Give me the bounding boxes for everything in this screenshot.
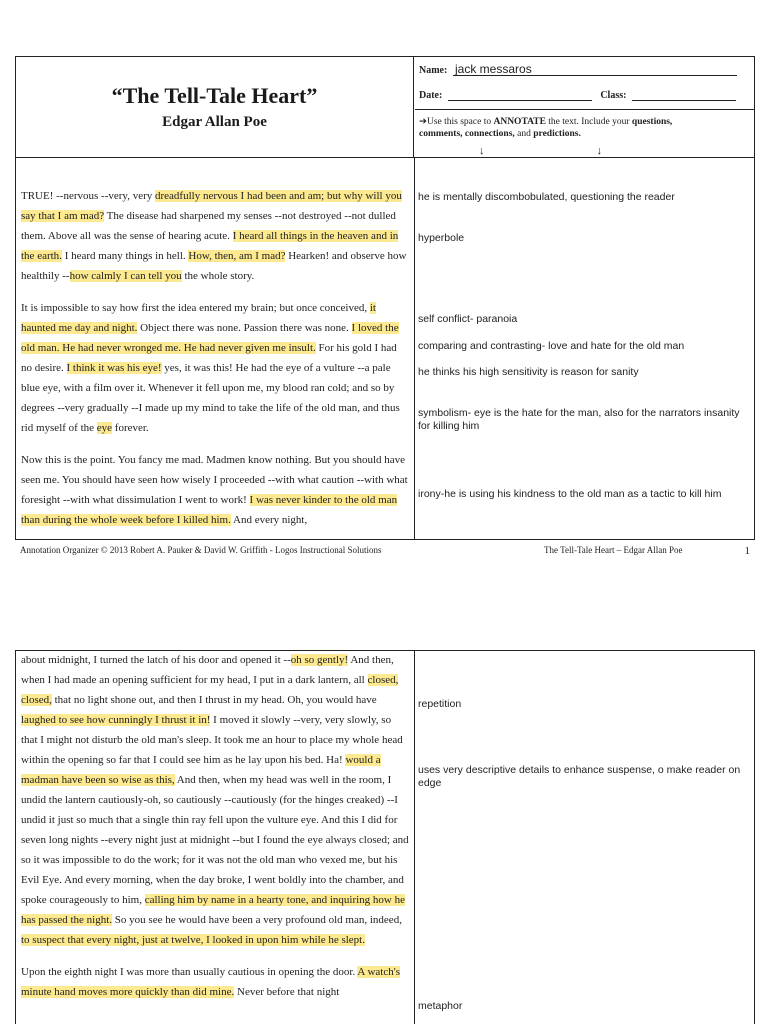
annotation-note: he thinks his high sensitivity is reason for sanity: [418, 366, 639, 378]
highlighted-text: How, then, am I mad?: [188, 250, 286, 262]
story-paragraph: [21, 650, 410, 950]
copyright-text: Annotation Organizer © 2013 Robert A. Pauker & David W. Griffith - Logos Instructional Solutions: [20, 545, 382, 555]
down-arrows: [479, 145, 714, 157]
highlighted-text: I was never kinder to the old man than during the whole week before I killed him.: [21, 494, 398, 526]
name-value: jack messaros: [455, 62, 532, 76]
instruction-text-7: predictions.: [533, 129, 581, 139]
instruction-text-5: comments, connections,: [419, 129, 515, 139]
arrow-down-icon: ↓: [479, 145, 485, 157]
column-divider: [414, 651, 415, 1024]
highlighted-text: to suspect that every night, just at twelve, I looked in upon him while he slept.: [21, 934, 365, 946]
highlighted-text: would a madman have been so wise as this,: [21, 754, 381, 786]
page-1-body: [16, 158, 754, 539]
story-paragraph: [21, 186, 410, 286]
annotation-note: hyperbole: [418, 232, 465, 244]
worksheet-page-2: [15, 650, 755, 1024]
story-text: TRUE! --nervous --very, very: [21, 190, 155, 202]
annotation-note: repetition: [418, 698, 462, 710]
document-author: Edgar Allan Poe: [162, 114, 267, 130]
story-text: yes, it was this! He had the eye of a vulture --a pale blue eye, with a film over it. Whenever it fell upon me, my blood ran cold; and so by degrees --very gradually --I made up my mind to take the life of the old man, and thus rid myself of the: [21, 362, 400, 434]
instruction-text-2: ANNOTATE: [493, 117, 546, 127]
annotation-note: irony-he is using his kindness to the old man as a tactic to kill him: [418, 488, 722, 500]
story-text: So you see he would have been a very profound old man, indeed,: [112, 914, 402, 926]
annotation-note: metaphor: [418, 1000, 463, 1012]
story-paragraph: [21, 298, 410, 438]
student-info-block: [415, 57, 754, 157]
date-label: Date:: [419, 90, 443, 101]
story-paragraph: [21, 962, 410, 1002]
story-text: about midnight, I turned the latch of his door and opened it --: [21, 654, 291, 666]
story-text-column: [21, 650, 410, 1014]
page-number: 1: [744, 545, 750, 557]
instruction-text-1: Use this space to: [426, 117, 494, 127]
highlighted-text: A watch's minute hand moves more quickly than did mine.: [21, 966, 400, 998]
story-text: It is impossible to say how first the idea entered my brain; but once conceived,: [21, 302, 370, 314]
story-text: Upon the eighth night I was more than usually cautious in opening the door.: [21, 966, 358, 978]
instruction-text-4: questions,: [631, 117, 673, 127]
footer-title: The Tell-Tale Heart – Edgar Allan Poe: [544, 545, 683, 555]
story-text: Hearken! and observe how healthily --: [21, 250, 407, 282]
date-class-row: [419, 90, 736, 101]
name-label: Name:: [419, 65, 448, 76]
arrow-down-icon: ↓: [596, 145, 602, 157]
story-text: And then, when my head was well in the room, I undid the lantern cautiously-oh, so cautiously --cautiously (for the hinges creaked) --I undid it just so much that a single thin ray fell upon the vulture eye. And this I did for seven long nights --every night just at midnight --but I found the eye always closed; and so it was impossible to do the work; for it was not the old man who vexed me, but his Evil Eye. And every morning, when the day broke, I went boldly into the chamber, and spoke courageously to him,: [21, 774, 409, 906]
annotation-note: he is mentally discombobulated, questioning the reader: [418, 191, 675, 203]
highlighted-text: how calmly I can tell you: [69, 270, 182, 282]
story-text: Object there was none. Passion there was none.: [137, 322, 352, 334]
story-text: Now this is the point. You fancy me mad. Madmen know nothing. But you should have seen me. You should have seen how wisely I proceeded --with what caution --with what foresight --with what dissimulation I went to work!: [21, 454, 408, 506]
story-text-column: [21, 186, 410, 542]
annotation-note: comparing and contrasting- love and hate for the old man: [418, 340, 685, 352]
story-paragraph: [21, 450, 410, 530]
annotation-note: uses very descriptive details to enhance suspense, o make reader on edge: [418, 764, 741, 789]
story-text: The disease had sharpened my senses --not destroyed --not dulled them. Above all was the sense of hearing acute.: [21, 210, 396, 242]
page-2-body: [16, 651, 754, 1024]
highlighted-text: I think it was his eye!: [66, 362, 162, 374]
highlighted-text: closed, closed,: [21, 674, 399, 706]
story-text: And then, when I had made an opening sufficient for my head, I put in a dark lantern, all: [21, 654, 394, 686]
story-text: For his gold I had no desire.: [21, 342, 397, 374]
story-text: I heard many things in hell.: [61, 250, 189, 262]
highlighted-text: oh so gently!: [290, 654, 349, 666]
annotation-note: self conflict- paranoia: [418, 313, 518, 325]
annotation-instructions: [415, 109, 754, 157]
story-text: And every night,: [230, 514, 308, 526]
highlighted-text: I heard all things in the heaven and in the earth.: [21, 230, 399, 262]
worksheet-header: [16, 57, 754, 158]
story-text: I moved it slowly --very, very slowly, so that I might not disturb the old man's sleep. It took me an hour to place my whole head within the opening so far that I could see him as he lay upon his bed. Ha!: [21, 714, 403, 766]
worksheet-page-1: [15, 56, 755, 540]
document-title: “The Tell-Tale Heart”: [111, 83, 318, 108]
highlighted-text: it haunted me day and night.: [21, 302, 376, 334]
story-text: the whole story.: [181, 270, 255, 282]
highlighted-text: I loved the old man. He had never wronged me. He had never given me insult.: [21, 322, 399, 354]
highlighted-text: eye: [96, 422, 113, 434]
date-field[interactable]: [448, 90, 592, 101]
arrow-right-icon: ➔: [419, 117, 427, 127]
instruction-text-3: the text. Include your: [545, 117, 632, 127]
story-text: that no light shone out, and then I thrust in my head. Oh, you would have: [51, 694, 377, 706]
highlighted-text: calling him by name in a hearty tone, and inquiring how he has passed the night.: [21, 894, 406, 926]
page-footer: [20, 545, 750, 559]
title-block: [16, 57, 414, 157]
story-text: forever.: [112, 422, 149, 434]
story-text: Never before that night: [234, 986, 340, 998]
class-field[interactable]: [632, 90, 736, 101]
name-field-row: [419, 62, 737, 76]
class-label: Class:: [600, 90, 627, 101]
highlighted-text: dreadfully nervous I had been and am; but why will you say that I am mad?: [21, 190, 402, 222]
highlighted-text: laughed to see how cunningly I thrust it in!: [21, 714, 211, 726]
column-divider: [414, 158, 415, 539]
annotation-note: symbolism- eye is the hate for the man, also for the narrators insanity for killing him: [418, 407, 740, 432]
instruction-text-6: and: [514, 129, 534, 139]
